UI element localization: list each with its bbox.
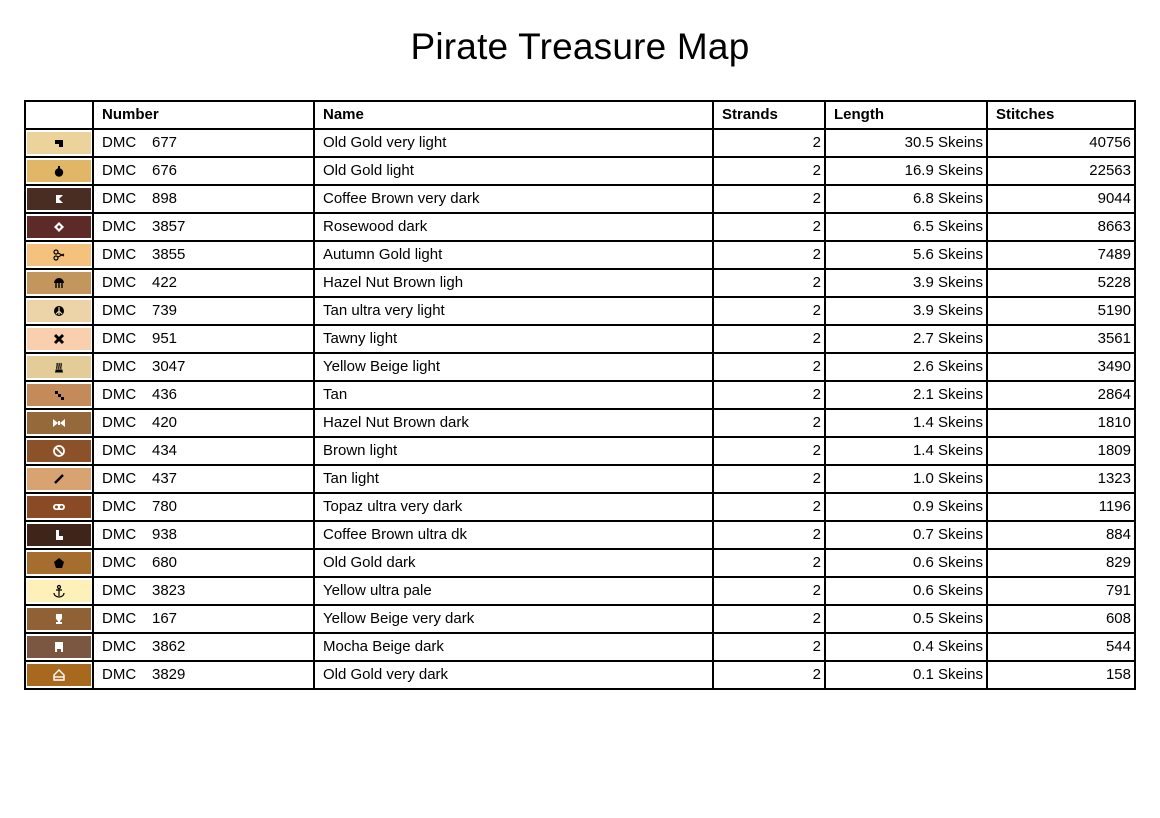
color-swatch xyxy=(27,272,91,294)
thread-name: Brown light xyxy=(314,437,713,465)
table-row xyxy=(25,129,1135,157)
header-strands: Strands xyxy=(713,101,825,129)
thread-number: 436 xyxy=(152,386,178,403)
table-row xyxy=(25,605,1135,633)
thread-name: Hazel Nut Brown dark xyxy=(314,409,713,437)
length-value: 6.8 Skeins xyxy=(825,185,987,213)
strands-value: 2 xyxy=(713,353,825,381)
color-swatch-cell xyxy=(25,633,93,661)
page-title: Pirate Treasure Map xyxy=(410,26,750,67)
header-stitches: Stitches xyxy=(987,101,1135,129)
thread-number: 780 xyxy=(152,498,178,515)
table-row xyxy=(25,493,1135,521)
color-swatch-cell xyxy=(25,325,93,353)
thread-number-cell xyxy=(93,157,314,185)
length-value: 0.7 Skeins xyxy=(825,521,987,549)
color-swatch xyxy=(27,608,91,630)
thread-brand: DMC xyxy=(102,414,137,431)
thread-name: Yellow Beige very dark xyxy=(314,605,713,633)
thread-name: Hazel Nut Brown ligh xyxy=(314,269,713,297)
length-value: 0.4 Skeins xyxy=(825,633,987,661)
flag-icon xyxy=(52,192,66,206)
color-swatch-cell xyxy=(25,241,93,269)
table-row xyxy=(25,633,1135,661)
stitches-value: 608 xyxy=(987,605,1135,633)
stitches-value: 7489 xyxy=(987,241,1135,269)
thread-number: 3829 xyxy=(152,666,186,683)
table-header-row xyxy=(25,101,1135,129)
no-entry-icon xyxy=(52,444,66,458)
strands-value: 2 xyxy=(713,325,825,353)
thread-number-cell xyxy=(93,605,314,633)
thread-name: Rosewood dark xyxy=(314,213,713,241)
length-value: 0.9 Skeins xyxy=(825,493,987,521)
length-value: 1.4 Skeins xyxy=(825,409,987,437)
length-value: 2.6 Skeins xyxy=(825,353,987,381)
stitches-value: 158 xyxy=(987,661,1135,689)
boot-icon xyxy=(52,528,66,542)
strands-value: 2 xyxy=(713,409,825,437)
thread-brand: DMC xyxy=(102,610,137,627)
stitches-value: 544 xyxy=(987,633,1135,661)
stitches-value: 8663 xyxy=(987,213,1135,241)
thread-brand: DMC xyxy=(102,358,137,375)
thread-name: Topaz ultra very dark xyxy=(314,493,713,521)
strands-value: 2 xyxy=(713,549,825,577)
thread-number-cell xyxy=(93,465,314,493)
pencil-icon xyxy=(52,472,66,486)
stitches-value: 40756 xyxy=(987,129,1135,157)
thread-number: 3047 xyxy=(152,358,186,375)
thread-name: Yellow ultra pale xyxy=(314,577,713,605)
table-row xyxy=(25,521,1135,549)
length-value: 3.9 Skeins xyxy=(825,269,987,297)
thread-name: Old Gold dark xyxy=(314,549,713,577)
strands-value: 2 xyxy=(713,437,825,465)
length-value: 6.5 Skeins xyxy=(825,213,987,241)
anchor-icon xyxy=(52,584,66,598)
diamond-icon xyxy=(52,220,66,234)
length-value: 30.5 Skeins xyxy=(825,129,987,157)
color-swatch xyxy=(27,664,91,686)
thread-name: Autumn Gold light xyxy=(314,241,713,269)
stitches-value: 3490 xyxy=(987,353,1135,381)
color-swatch xyxy=(27,300,91,322)
thread-number: 951 xyxy=(152,330,178,347)
thread-brand: DMC xyxy=(102,246,137,263)
thread-brand: DMC xyxy=(102,666,137,683)
color-swatch-cell xyxy=(25,493,93,521)
strands-value: 2 xyxy=(713,633,825,661)
length-value: 0.1 Skeins xyxy=(825,661,987,689)
header-length: Length xyxy=(825,101,987,129)
length-value: 16.9 Skeins xyxy=(825,157,987,185)
thread-name: Coffee Brown ultra dk xyxy=(314,521,713,549)
color-swatch-cell xyxy=(25,605,93,633)
thread-brand: DMC xyxy=(102,162,137,179)
table-row xyxy=(25,157,1135,185)
color-swatch-cell xyxy=(25,437,93,465)
color-swatch-cell xyxy=(25,297,93,325)
color-swatch xyxy=(27,384,91,406)
bowtie-icon xyxy=(52,416,66,430)
thread-brand: DMC xyxy=(102,554,137,571)
color-swatch-cell xyxy=(25,549,93,577)
thread-brand: DMC xyxy=(102,190,137,207)
bomb-icon xyxy=(52,164,66,178)
thread-brand: DMC xyxy=(102,330,137,347)
thread-name: Mocha Beige dark xyxy=(314,633,713,661)
color-swatch-cell xyxy=(25,409,93,437)
goggles-icon xyxy=(52,500,66,514)
thread-number-cell xyxy=(93,661,314,689)
color-swatch-cell xyxy=(25,269,93,297)
color-swatch-cell xyxy=(25,185,93,213)
strands-value: 2 xyxy=(713,493,825,521)
color-swatch-cell xyxy=(25,661,93,689)
color-swatch-cell xyxy=(25,465,93,493)
table-row xyxy=(25,437,1135,465)
table-row xyxy=(25,325,1135,353)
thread-brand: DMC xyxy=(102,470,137,487)
thread-number: 898 xyxy=(152,190,178,207)
strands-value: 2 xyxy=(713,465,825,493)
table-row xyxy=(25,213,1135,241)
thread-brand: DMC xyxy=(102,526,137,543)
strands-value: 2 xyxy=(713,577,825,605)
table-row xyxy=(25,549,1135,577)
color-swatch-cell xyxy=(25,213,93,241)
thread-number-cell xyxy=(93,549,314,577)
chair-icon xyxy=(52,640,66,654)
length-value: 5.6 Skeins xyxy=(825,241,987,269)
table-row xyxy=(25,409,1135,437)
thread-number: 434 xyxy=(152,442,178,459)
house-icon xyxy=(52,668,66,682)
stitches-value: 2864 xyxy=(987,381,1135,409)
thread-number-cell xyxy=(93,521,314,549)
length-value: 1.0 Skeins xyxy=(825,465,987,493)
table-row xyxy=(25,381,1135,409)
thread-brand: DMC xyxy=(102,302,137,319)
scissors-icon xyxy=(52,248,66,262)
thread-number: 422 xyxy=(152,274,178,291)
thread-name: Tan light xyxy=(314,465,713,493)
length-value: 0.6 Skeins xyxy=(825,577,987,605)
strands-value: 2 xyxy=(713,381,825,409)
stitches-value: 884 xyxy=(987,521,1135,549)
urn-icon xyxy=(52,612,66,626)
strands-value: 2 xyxy=(713,129,825,157)
thread-number: 3823 xyxy=(152,582,186,599)
thread-brand: DMC xyxy=(102,638,137,655)
length-value: 2.1 Skeins xyxy=(825,381,987,409)
strands-value: 2 xyxy=(713,213,825,241)
stitches-value: 1323 xyxy=(987,465,1135,493)
thread-number: 3862 xyxy=(152,638,186,655)
thread-number-cell xyxy=(93,493,314,521)
color-swatch-cell xyxy=(25,577,93,605)
cross-icon xyxy=(52,332,66,346)
length-value: 0.5 Skeins xyxy=(825,605,987,633)
corner-block-icon xyxy=(52,136,66,150)
thread-brand: DMC xyxy=(102,134,137,151)
thread-number-cell xyxy=(93,353,314,381)
thread-number-cell xyxy=(93,437,314,465)
color-swatch xyxy=(27,636,91,658)
stitches-value: 829 xyxy=(987,549,1135,577)
strands-value: 2 xyxy=(713,185,825,213)
thread-name: Coffee Brown very dark xyxy=(314,185,713,213)
color-swatch-cell xyxy=(25,381,93,409)
jellyfish-icon xyxy=(52,276,66,290)
peace-icon xyxy=(52,304,66,318)
thread-number-cell xyxy=(93,325,314,353)
stitches-value: 1196 xyxy=(987,493,1135,521)
strands-value: 2 xyxy=(713,521,825,549)
stitches-value: 22563 xyxy=(987,157,1135,185)
color-swatch xyxy=(27,244,91,266)
thread-number: 677 xyxy=(152,134,178,151)
table-row xyxy=(25,297,1135,325)
thread-number: 739 xyxy=(152,302,178,319)
color-swatch xyxy=(27,328,91,350)
color-swatch xyxy=(27,356,91,378)
color-swatch xyxy=(27,132,91,154)
thread-number: 938 xyxy=(152,526,178,543)
strands-value: 2 xyxy=(713,297,825,325)
thread-number: 676 xyxy=(152,162,178,179)
thread-number-cell xyxy=(93,185,314,213)
table-row xyxy=(25,577,1135,605)
table-row xyxy=(25,269,1135,297)
thread-number-cell xyxy=(93,269,314,297)
header-name: Name xyxy=(314,101,713,129)
strands-value: 2 xyxy=(713,157,825,185)
thread-number-cell xyxy=(93,381,314,409)
color-swatch-cell xyxy=(25,353,93,381)
header-symbol xyxy=(25,101,93,129)
strands-value: 2 xyxy=(713,661,825,689)
thread-number: 437 xyxy=(152,470,178,487)
strands-value: 2 xyxy=(713,605,825,633)
color-swatch xyxy=(27,216,91,238)
color-swatch xyxy=(27,412,91,434)
color-swatch xyxy=(27,580,91,602)
thread-brand: DMC xyxy=(102,218,137,235)
color-swatch xyxy=(27,440,91,462)
thread-key-table xyxy=(24,100,1136,690)
thread-number-cell xyxy=(93,577,314,605)
thread-number: 420 xyxy=(152,414,178,431)
thread-number-cell xyxy=(93,633,314,661)
header-number: Number xyxy=(93,101,314,129)
thread-number: 167 xyxy=(152,610,178,627)
table-row xyxy=(25,661,1135,689)
color-swatch xyxy=(27,552,91,574)
table-row xyxy=(25,465,1135,493)
thread-name: Tan ultra very light xyxy=(314,297,713,325)
thread-brand: DMC xyxy=(102,498,137,515)
color-swatch xyxy=(27,188,91,210)
thread-brand: DMC xyxy=(102,442,137,459)
color-swatch-cell xyxy=(25,521,93,549)
stairs-icon xyxy=(52,388,66,402)
thread-brand: DMC xyxy=(102,386,137,403)
thread-number-cell xyxy=(93,409,314,437)
color-swatch-cell xyxy=(25,129,93,157)
stitches-value: 1809 xyxy=(987,437,1135,465)
color-swatch xyxy=(27,160,91,182)
pentagon-icon xyxy=(52,556,66,570)
thread-number: 3855 xyxy=(152,246,186,263)
thread-number: 680 xyxy=(152,554,178,571)
length-value: 2.7 Skeins xyxy=(825,325,987,353)
stitches-value: 5190 xyxy=(987,297,1135,325)
thread-number-cell xyxy=(93,297,314,325)
stitches-value: 9044 xyxy=(987,185,1135,213)
thread-name: Old Gold light xyxy=(314,157,713,185)
strands-value: 2 xyxy=(713,241,825,269)
strands-value: 2 xyxy=(713,269,825,297)
stitches-value: 1810 xyxy=(987,409,1135,437)
table-row xyxy=(25,353,1135,381)
color-swatch xyxy=(27,524,91,546)
thread-name: Old Gold very dark xyxy=(314,661,713,689)
color-swatch xyxy=(27,496,91,518)
table-row xyxy=(25,241,1135,269)
thread-number-cell xyxy=(93,241,314,269)
table-row xyxy=(25,185,1135,213)
length-value: 0.6 Skeins xyxy=(825,549,987,577)
thread-brand: DMC xyxy=(102,274,137,291)
thread-number-cell xyxy=(93,129,314,157)
thread-name: Yellow Beige light xyxy=(314,353,713,381)
length-value: 3.9 Skeins xyxy=(825,297,987,325)
thread-brand: DMC xyxy=(102,582,137,599)
thread-number-cell xyxy=(93,213,314,241)
color-swatch xyxy=(27,468,91,490)
thread-name: Tawny light xyxy=(314,325,713,353)
length-value: 1.4 Skeins xyxy=(825,437,987,465)
color-swatch-cell xyxy=(25,157,93,185)
stitches-value: 791 xyxy=(987,577,1135,605)
thread-number: 3857 xyxy=(152,218,186,235)
thread-name: Tan xyxy=(314,381,713,409)
hot-icon xyxy=(52,360,66,374)
stitches-value: 5228 xyxy=(987,269,1135,297)
stitches-value: 3561 xyxy=(987,325,1135,353)
thread-name: Old Gold very light xyxy=(314,129,713,157)
